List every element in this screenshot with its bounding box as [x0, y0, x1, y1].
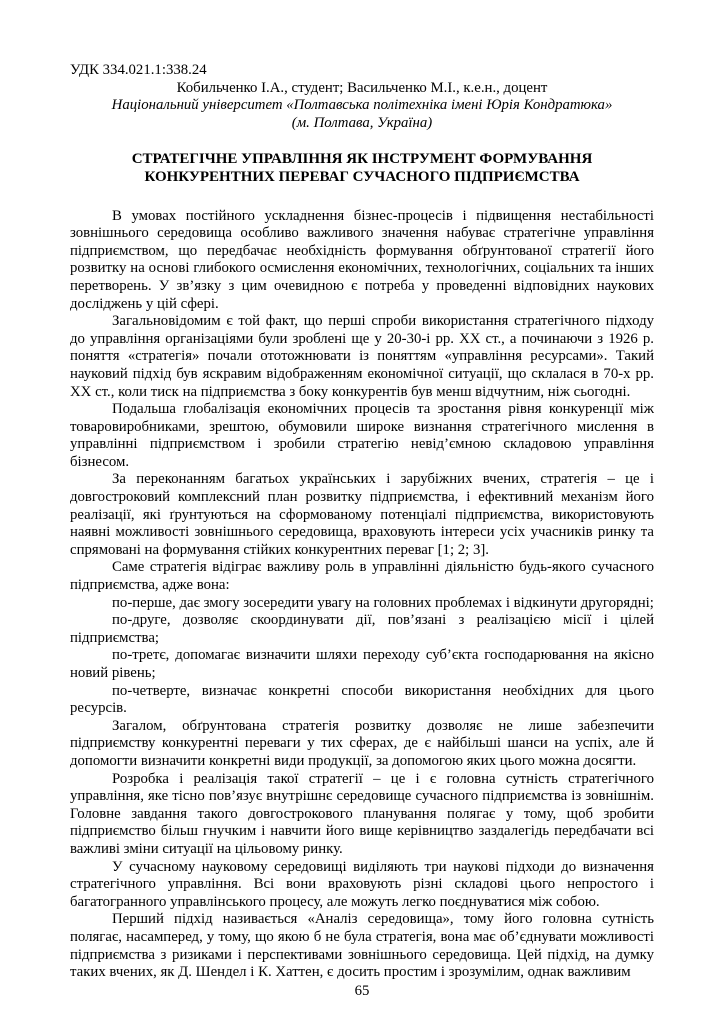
location-line: (м. Полтава, Україна)	[291, 114, 433, 131]
paragraph-role: Саме стратегія відіграє важливу роль в управлінні діяльністю будь-якого сучасного підприємства, адже вона:	[70, 559, 654, 594]
paragraph-point-third: по-третє, допомагає визначити шляхи переходу суб’єкта господарювання на якісно новий рівень;	[70, 647, 654, 681]
udc-number: УДК 334.021.1:338.24	[70, 62, 207, 78]
authors-line: Кобильченко І.А., студент; Васильченко М.І., к.е.н., доцент	[176, 79, 548, 96]
paragraph-essence: Розробка і реалізація такої стратегії – це і є головна сутність стратегічного управління, яке тісно пов’язує внутрішнє середовище сучасного підприємства із зовнішнім. Головне завдання такого довгострокового планування полягає у тому, щоб зробити підприємство більш гнучким і навчити його вище керівництво заздалегідь передбачати всі важливі зміни ситуації на цільовому ринку.	[70, 770, 654, 857]
paragraph-advantages: Загалом, обґрунтована стратегія розвитку дозволяє не лише забезпечити підприємству конкурентні переваги у тих сферах, де є найбільші шанси на успіх, але й допомогти визначити конкретні види продукції, за допомогою яких цього можна досягти.	[70, 717, 654, 769]
title-line-1: СТРАТЕГІЧНЕ УПРАВЛІННЯ ЯК ІНСТРУМЕНТ ФОРМУВАННЯ	[131, 151, 593, 168]
title-line-2: КОНКУРЕНТНИХ ПЕРЕВАГ СУЧАСНОГО ПІДПРИЄМСТВА	[144, 168, 580, 185]
article-body	[70, 208, 654, 982]
paragraph-point-fourth: по-четверте, визначає конкретні способи використання необхідних для цього ресурсів.	[70, 682, 654, 717]
page-number: 65	[354, 982, 370, 999]
paragraph-point-first: по-перше, дає змогу зосередити увагу на головних проблемах і відкинути другорядні;	[112, 594, 654, 611]
paragraph-intro: В умовах постійного ускладнення бізнес-процесів і підвищення нестабільності зовнішнього середовища особливо важливого значення набуває стратегічне управління підприємством, що передбачає необхідність формування обґрунтованої стратегії його розвитку на основі глибокого осмислення економічних, технологічних, соціальних та інших перетворень. У зв’язку з цим очевидною є потреба у проведенні відповідних наукових досліджень у цій сфері.	[70, 207, 654, 312]
paragraph-definition: За переконанням багатьох українських і зарубіжних вчених, стратегія – це і довгостроковий комплексний план розвитку підприємства, і ефективний механізм його реалізації, які ґрунтуються на сформованому потенціалі підприємства, використовують наявні можливості зовнішнього середовища, враховують інтереси усіх учасників ринку та спрямовані на формування стійких конкурентних переваг [1; 2; 3].	[70, 471, 654, 558]
article-title	[70, 151, 654, 186]
paragraph-history: Загальновідомим є той факт, що перші спроби використання стратегічного підходу до управління організаціями були зроблені ще у 20-30-і рр. ХХ ст., а починаючи з 1926 р. поняття «стратегія» почали ототожнювати із поняттям «управління ресурсами». Такий науковий підхід був яскравим відображенням економічної ситуації, що склалася в 70-х рр. ХХ ст., коли тиск на підприємства з боку конкурентів був менш відчутним, ніж сьогодні.	[70, 313, 654, 400]
paragraph-approaches: У сучасному науковому середовищі виділяють три наукові підходи до визначення стратегічного управління. Всі вони враховують різні складові цього непростого і багатогранного управлінського процесу, але можуть легко поєднуватися між собою.	[70, 858, 654, 910]
paragraph-point-second: по-друге, дозволяє скоординувати дії, пов’язані з реалізацією місії і цілей підприємства;	[70, 612, 654, 646]
paragraph-globalization: Подальша глобалізація економічних процесів та зростання рівня конкуренції між товаровиробниками, зрештою, обумовили широке визнання стратегічного мислення в управлінні підприємством і зробили стратегію невід’ємною складовою управління бізнесом.	[70, 401, 654, 470]
paragraph-first-approach: Перший підхід називається «Аналіз середовища», тому його головна сутність полягає, насамперед, у тому, що якою б не була стратегія, вона має об’єднувати можливості підприємства з ризиками і перспективами зовнішнього середовища. Цей підхід, на думку таких вчених, як Д. Шендел і К. Хаттен, є досить простим і зрозумілим, однак важливим	[70, 911, 654, 981]
affiliation-line: Національний університет «Полтавська політехніка імені Юрія Кондратюка»	[111, 97, 613, 114]
